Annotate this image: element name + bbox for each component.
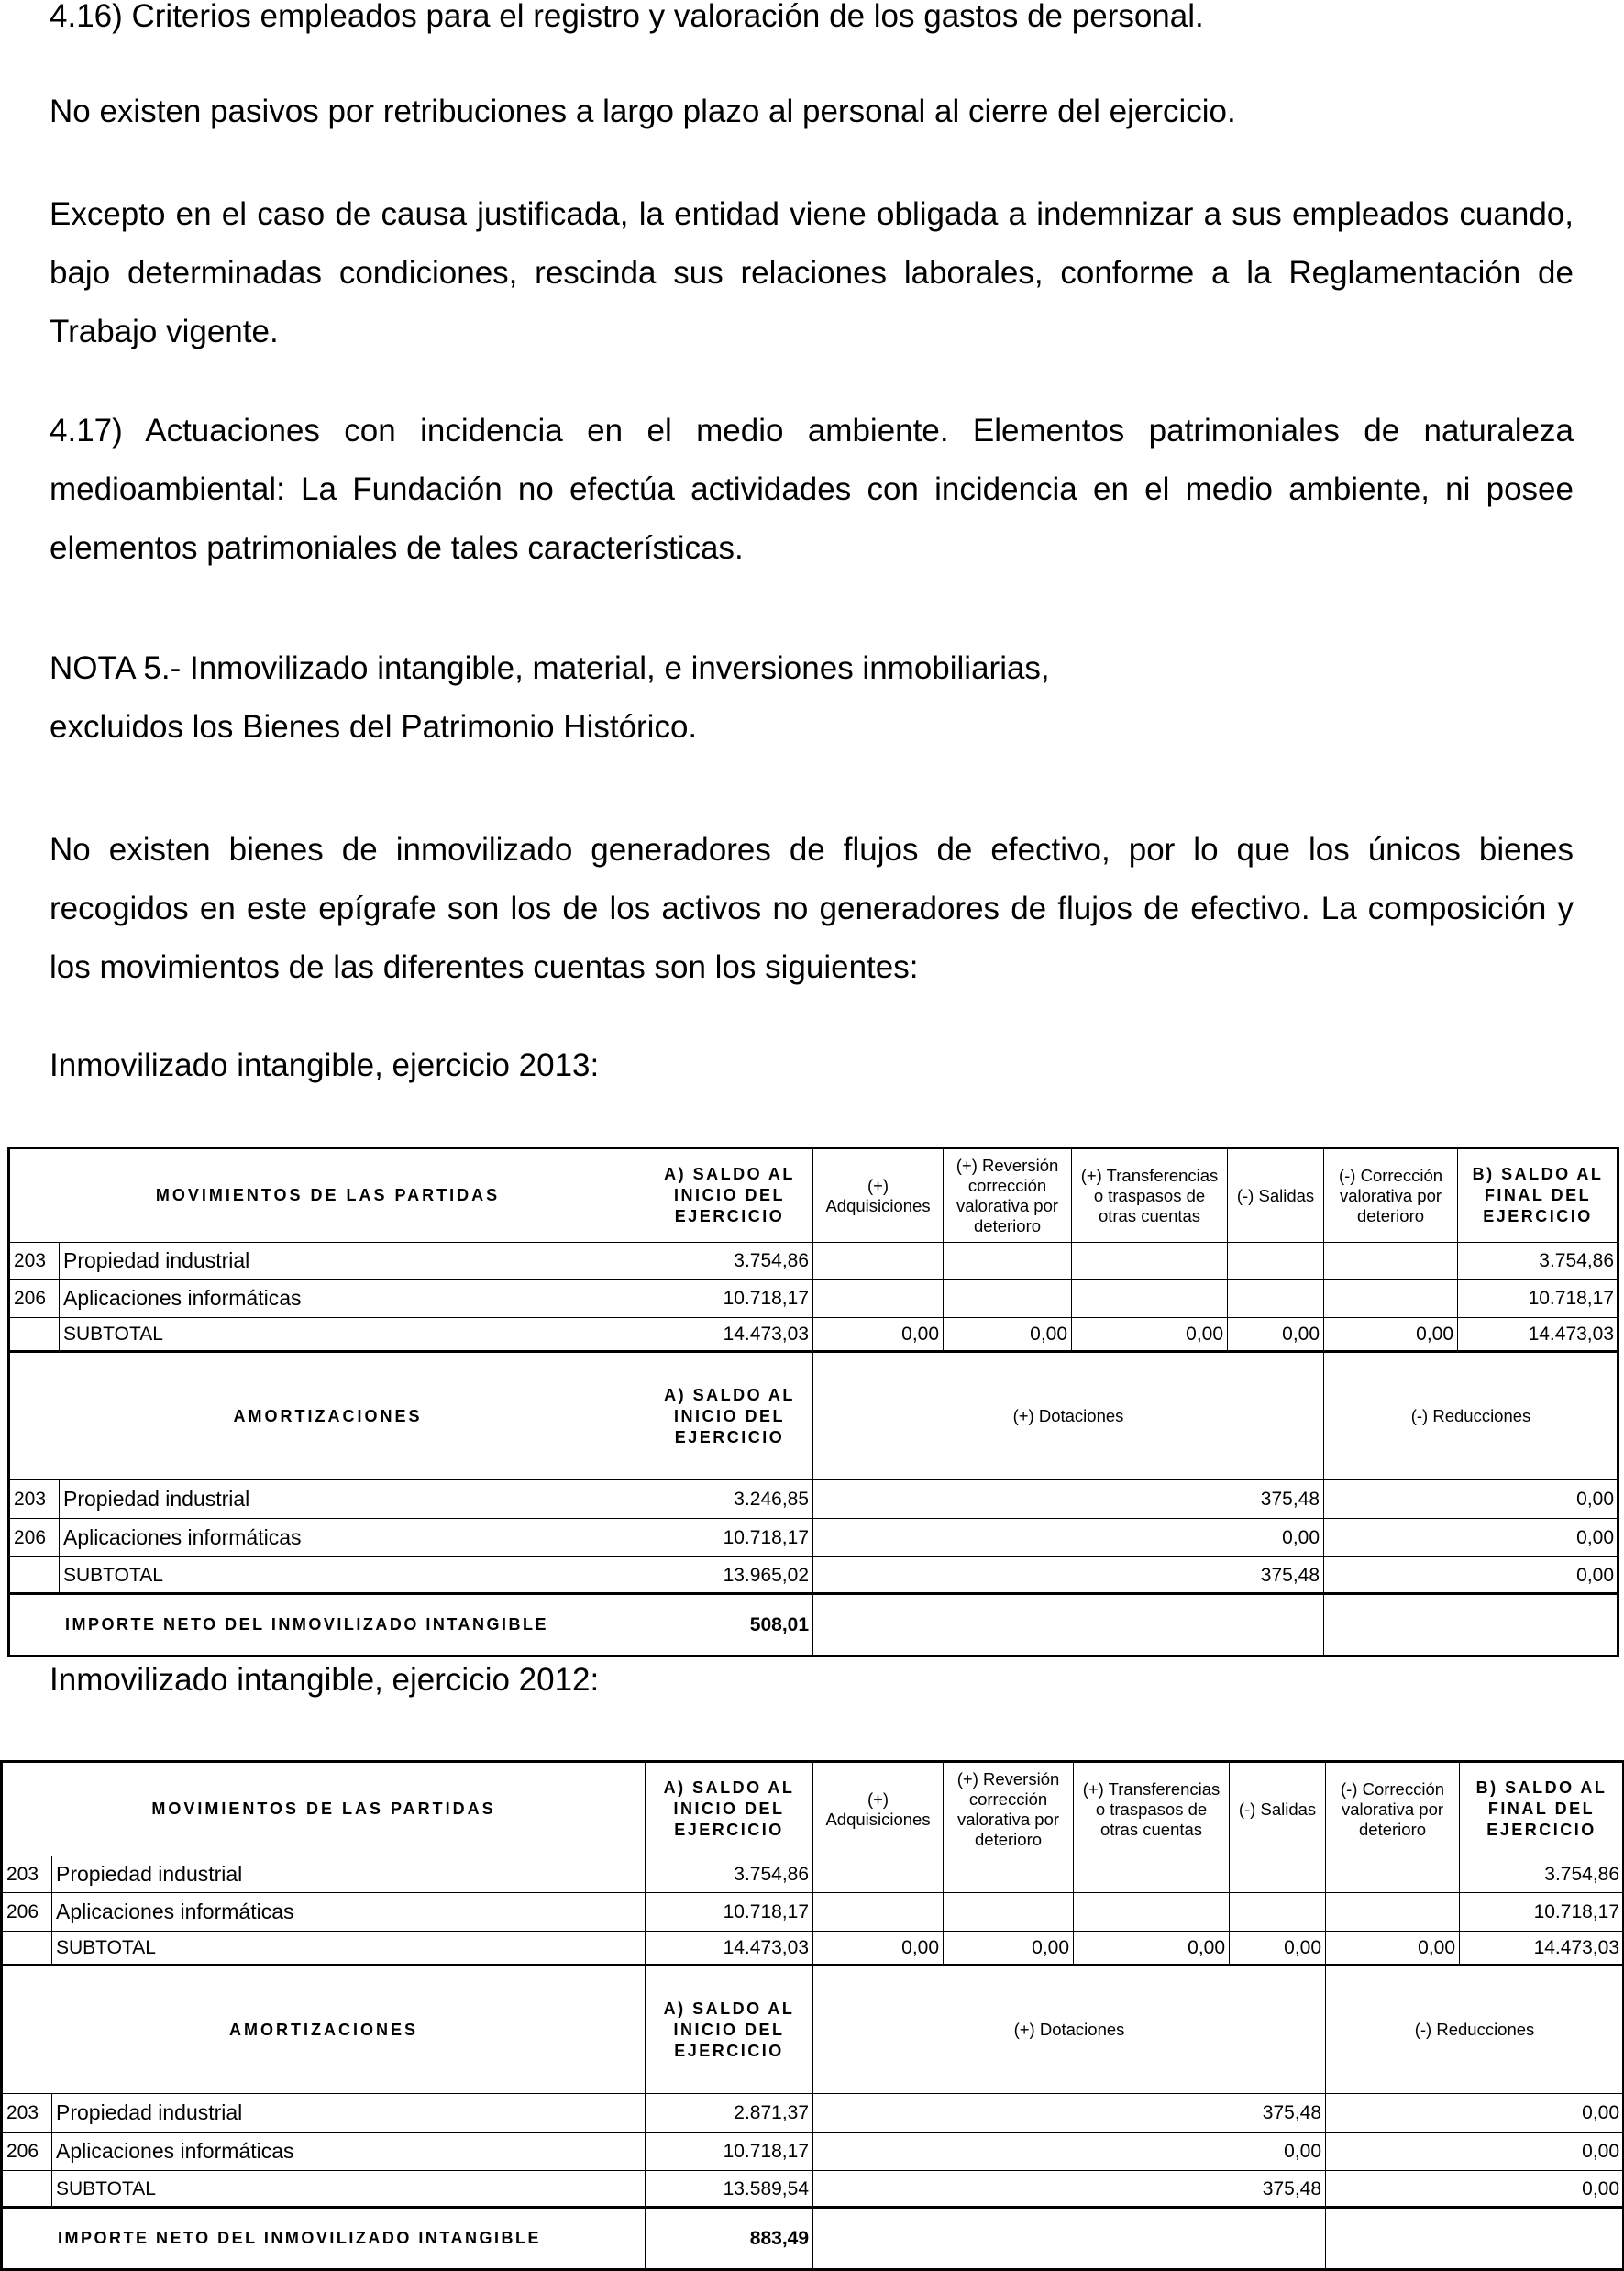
cell-salidas: 0,00 [1230, 1932, 1326, 1966]
account-code [2, 1932, 52, 1966]
account-code: 203 [9, 1243, 60, 1280]
subtotal-label: SUBTOTAL [52, 1932, 646, 1966]
cell-correccion: 0,00 [1324, 1318, 1458, 1352]
header-adquisiciones: (+) Adquisiciones [813, 1762, 944, 1856]
cell-reducciones: 0,00 [1326, 2171, 1624, 2208]
account-name: Aplicaciones informáticas [60, 1519, 646, 1557]
importe-neto-label: IMPORTE NETO DEL INMOVILIZADO INTANGIBLE [2, 2208, 646, 2270]
table-row [9, 1480, 1618, 1519]
cell-transferencias: 0,00 [1074, 1932, 1230, 1966]
cell-adquisiciones: 0,00 [813, 1932, 944, 1966]
table-row [9, 1243, 1618, 1280]
table-2012 [0, 1760, 1624, 2271]
cell-correccion: 0,00 [1326, 1932, 1460, 1966]
header-saldo-inicio: A) SALDO AL INICIO DEL EJERCICIO [646, 1762, 813, 1856]
header-reversion: (+) Reversión corrección valorativa por deterioro [944, 1148, 1072, 1243]
cell-saldo-inicio: 10.718,17 [646, 1893, 813, 1932]
account-name: Propiedad industrial [52, 2094, 646, 2133]
importe-neto-inicio: 883,49 [646, 2208, 813, 2270]
subtotal-label: SUBTOTAL [60, 1557, 646, 1594]
header-reducciones: (-) Reducciones [1326, 1966, 1624, 2094]
header-transferencias: (+) Transferencias o traspasos de otras cuentas [1074, 1762, 1230, 1856]
cell-reversion [944, 1893, 1074, 1932]
cell-saldo-final: 3.754,86 [1458, 1243, 1618, 1280]
importe-neto-inicio: 508,01 [646, 1594, 813, 1656]
header-amortizaciones: AMORTIZACIONES [9, 1352, 646, 1480]
cell-saldo-inicio: 3.246,85 [646, 1480, 813, 1519]
cell-adquisiciones [813, 1280, 944, 1318]
subtotal-label: SUBTOTAL [52, 2171, 646, 2208]
header-correccion: (-) Corrección valorativa por deterioro [1324, 1148, 1458, 1243]
header-saldo-inicio: A) SALDO AL INICIO DEL EJERCICIO [646, 1966, 813, 2094]
header-saldo-final: B) SALDO AL FINAL DEL EJERCICIO [1460, 1762, 1624, 1856]
cell-saldo-final: 3.754,86 [1460, 1856, 1624, 1893]
account-code: 203 [9, 1480, 60, 1519]
account-name: Aplicaciones informáticas [52, 2133, 646, 2171]
nota-5-heading [50, 639, 1574, 757]
account-name: Aplicaciones informáticas [52, 1893, 646, 1932]
cell-adquisiciones: 0,00 [813, 1318, 944, 1352]
cell-saldo-inicio: 10.718,17 [646, 1519, 813, 1557]
header-saldo-inicio: A) SALDO AL INICIO DEL EJERCICIO [646, 1352, 813, 1480]
header-dotaciones: (+) Dotaciones [813, 1966, 1326, 2094]
caption-2013: Inmovilizado intangible, ejercicio 2013: [50, 1047, 600, 1083]
cell-salidas [1228, 1243, 1324, 1280]
paragraph-pasivos: No existen pasivos por retribuciones a largo plazo al personal al cierre del ejercicio. [50, 94, 1236, 129]
cell-transferencias: 0,00 [1072, 1318, 1228, 1352]
empty-cell [1324, 1594, 1618, 1656]
cell-saldo-final: 14.473,03 [1458, 1318, 1618, 1352]
cell-reducciones: 0,00 [1326, 2094, 1624, 2133]
cell-saldo-inicio: 3.754,86 [646, 1856, 813, 1893]
cell-transferencias [1072, 1280, 1228, 1318]
account-code: 203 [2, 2094, 52, 2133]
header-transferencias: (+) Transferencias o traspasos de otras cuentas [1072, 1148, 1228, 1243]
cell-saldo-inicio: 3.754,86 [646, 1243, 813, 1280]
header-salidas: (-) Salidas [1230, 1762, 1326, 1856]
cell-transferencias [1072, 1243, 1228, 1280]
cell-correccion [1324, 1243, 1458, 1280]
cell-salidas [1230, 1893, 1326, 1932]
cell-dotaciones: 375,48 [813, 1480, 1324, 1519]
header-reducciones: (-) Reducciones [1324, 1352, 1618, 1480]
nota-5-line-1: NOTA 5.- Inmovilizado intangible, material, e inversiones inmobiliarias, [50, 650, 1050, 686]
cell-reducciones: 0,00 [1326, 2133, 1624, 2171]
cell-correccion [1326, 1893, 1460, 1932]
cell-saldo-inicio: 10.718,17 [646, 1280, 813, 1318]
account-code: 206 [2, 1893, 52, 1932]
cell-salidas: 0,00 [1228, 1318, 1324, 1352]
cell-saldo-final: 14.473,03 [1460, 1932, 1624, 1966]
table-row [2, 1893, 1624, 1932]
cell-adquisiciones [813, 1856, 944, 1893]
account-name: Propiedad industrial [52, 1856, 646, 1893]
table-row-subtotal [2, 2171, 1624, 2208]
empty-cell [1326, 2208, 1624, 2270]
cell-reducciones: 0,00 [1324, 1480, 1618, 1519]
cell-saldo-inicio: 13.589,54 [646, 2171, 813, 2208]
cell-reducciones: 0,00 [1324, 1519, 1618, 1557]
cell-saldo-inicio: 14.473,03 [646, 1932, 813, 1966]
cell-salidas [1228, 1280, 1324, 1318]
caption-2012: Inmovilizado intangible, ejercicio 2012: [50, 1662, 600, 1698]
table-row [2, 1856, 1624, 1893]
cell-transferencias [1074, 1893, 1230, 1932]
table-row [2, 2094, 1624, 2133]
cell-saldo-final: 10.718,17 [1460, 1893, 1624, 1932]
header-saldo-inicio: A) SALDO AL INICIO DEL EJERCICIO [646, 1148, 813, 1243]
cell-correccion [1324, 1280, 1458, 1318]
header-saldo-final: B) SALDO AL FINAL DEL EJERCICIO [1458, 1148, 1618, 1243]
account-code [9, 1318, 60, 1352]
table-row-subtotal [9, 1557, 1618, 1594]
account-code: 206 [9, 1280, 60, 1318]
cell-saldo-inicio: 2.871,37 [646, 2094, 813, 2133]
account-name: Propiedad industrial [60, 1480, 646, 1519]
cell-adquisiciones [813, 1893, 944, 1932]
header-correccion: (-) Corrección valorativa por deterioro [1326, 1762, 1460, 1856]
importe-neto-label: IMPORTE NETO DEL INMOVILIZADO INTANGIBLE [9, 1594, 646, 1656]
account-code: 203 [2, 1856, 52, 1893]
subtotal-label: SUBTOTAL [60, 1318, 646, 1352]
account-code [2, 2171, 52, 2208]
cell-reversion [944, 1856, 1074, 1893]
header-dotaciones: (+) Dotaciones [813, 1352, 1324, 1480]
nota-5-line-2: excluidos los Bienes del Patrimonio Histórico. [50, 709, 698, 745]
cell-saldo-inicio: 14.473,03 [646, 1318, 813, 1352]
table-row-subtotal [2, 1932, 1624, 1966]
cell-correccion [1326, 1856, 1460, 1893]
table-row [2, 2133, 1624, 2171]
account-code: 206 [9, 1519, 60, 1557]
header-adquisiciones: (+) Adquisiciones [813, 1148, 944, 1243]
account-name: Aplicaciones informáticas [60, 1280, 646, 1318]
cell-reversion: 0,00 [944, 1318, 1072, 1352]
section-4-17-paragraph: 4.17) Actuaciones con incidencia en el medio ambiente. Elementos patrimoniales de naturaleza medioambiental: La Fundación no efectúa actividades con incidencia en el medio ambiente, ni posee elementos patrimoniales de tales características. [50, 413, 1574, 566]
cell-saldo-inicio: 13.965,02 [646, 1557, 813, 1594]
account-name: Propiedad industrial [60, 1243, 646, 1280]
cell-dotaciones: 375,48 [813, 2171, 1326, 2208]
empty-cell [813, 1594, 1324, 1656]
paragraph-indemnizacion: Excepto en el caso de causa justificada, la entidad viene obligada a indemnizar a sus empleados cuando, bajo determinadas condiciones, rescinda sus relaciones laborales, conforme a la Reglamentación de Trabajo vigente. [50, 196, 1574, 349]
cell-saldo-final: 10.718,17 [1458, 1280, 1618, 1318]
cell-reversion [944, 1243, 1072, 1280]
paragraph-flujos-efectivo: No existen bienes de inmovilizado generadores de flujos de efectivo, por lo que los únicos bienes recogidos en este epígrafe son los de los activos no generadores de flujos de efectivo. La composición y los movimientos de las diferentes cuentas son los siguientes: [50, 832, 1574, 985]
account-code: 206 [2, 2133, 52, 2171]
cell-dotaciones: 0,00 [813, 2133, 1326, 2171]
header-movimientos: MOVIMIENTOS DE LAS PARTIDAS [9, 1148, 646, 1243]
cell-dotaciones: 375,48 [813, 2094, 1326, 2133]
header-reversion: (+) Reversión corrección valorativa por deterioro [944, 1762, 1074, 1856]
cell-reversion: 0,00 [944, 1932, 1074, 1966]
cell-reducciones: 0,00 [1324, 1557, 1618, 1594]
account-code [9, 1557, 60, 1594]
table-row [9, 1280, 1618, 1318]
section-4-16-heading: 4.16) Criterios empleados para el registro y valoración de los gastos de personal. [50, 0, 1204, 34]
table-row-subtotal [9, 1318, 1618, 1352]
cell-reversion [944, 1280, 1072, 1318]
cell-transferencias [1074, 1856, 1230, 1893]
cell-dotaciones: 375,48 [813, 1557, 1324, 1594]
cell-dotaciones: 0,00 [813, 1519, 1324, 1557]
table-2013 [7, 1147, 1619, 1657]
header-movimientos: MOVIMIENTOS DE LAS PARTIDAS [2, 1762, 646, 1856]
cell-adquisiciones [813, 1243, 944, 1280]
header-amortizaciones: AMORTIZACIONES [2, 1966, 646, 2094]
cell-salidas [1230, 1856, 1326, 1893]
cell-saldo-inicio: 10.718,17 [646, 2133, 813, 2171]
table-row [9, 1519, 1618, 1557]
header-salidas: (-) Salidas [1228, 1148, 1324, 1243]
empty-cell [813, 2208, 1326, 2270]
